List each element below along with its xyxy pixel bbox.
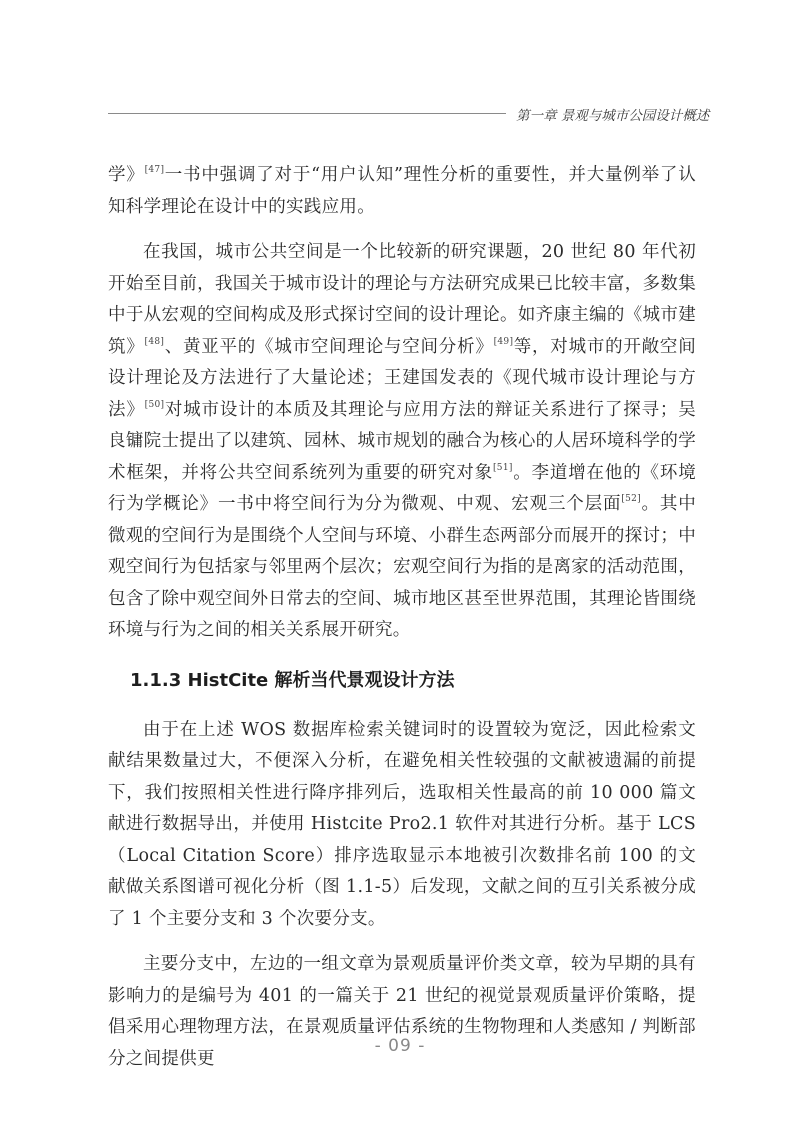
page-body (108, 160, 696, 1075)
header-rule (108, 113, 506, 114)
running-header: 第一章 景观与城市公园设计概述 (516, 108, 710, 124)
text-run: 、黄亚平的《城市空间理论与空间分析》 (164, 336, 494, 357)
paragraph-histcite-method: 由于在上述 WOS 数据库检索关键词时的设置较为宽泛，因此检索文献结果数量过大，不便深入分析，在避免相关性较强的文献被遗漏的前提下，我们按照相关性进行降序排列后，选取相关性最高的前 10 000 篇文献进行数据导出，并使用 Histcite Pro2.1 软件对其进行分析。基于 LCS（Local Citation Score）排序选取显示本地被引次数排名前 100 的文献做关系图谱可视化分析（图 1.1-5）后发现，文献之间的互引关系被分成了 1 个主要分支和 3 个次要分支。 (108, 719, 696, 929)
text-run: 对城市设计的本质及其理论与应用方法的辩证关系进行了探寻；吴良镛院士提出了以建筑、园林、城市规划的融合为核心的人居环境科学的学术框架，并将公共空间系统列为重要的研究对象 (108, 399, 696, 483)
text-run: 。其中微观的空间行为是围绕个人空间与环境、小群生态两部分而展开的探讨；中观空间行为包括家与邻里两个层次；宏观空间行为指的是离家的活动范围，包含了除中观空间外日常去的空间、城市地区甚至世界范围，其理论皆围绕环境与行为之间的相关关系展开研究。 (108, 494, 696, 640)
citation-ref: [47] (144, 165, 165, 175)
text-run: 。李道增在他的《环境行为学概论》一书中将空间行为分为微观、中观、宏观三个层面 (108, 462, 696, 514)
paragraph-main-branch: 主要分支中，左边的一组文章为景观质量评价类文章，较为早期的具有影响力的是编号为 401 的一篇关于 21 世纪的视觉景观质量评价策略，提倡采用心理物理方法，在景观质量评估系统的生物物理和人类感知 / 判断部分之间提供更 (108, 954, 696, 1069)
page-number: - 09 - (374, 1036, 426, 1056)
paragraph-china-public-space (108, 237, 696, 647)
paragraph-continuation (108, 160, 696, 223)
text-run: 在我国，城市公共空间是一个比较新的研究课题，20 世纪 80 年代初开始至目前，我国关于城市设计的理论与方法研究成果已比较丰富，多数集中于从宏观的空间构成及形式探讨空间的设计理论。如齐康主编的《城市建筑》 (108, 242, 696, 357)
citation-ref: [50] (144, 399, 165, 410)
text-run: 学》 (108, 165, 145, 185)
text-run: 一书中强调了对于“用户认知”理性分析的重要性，并大量例举了认知科学理论在设计中的实践应用。 (108, 165, 696, 217)
text-run: 等，对城市的开敞空间设计理论及方法进行了大量论述；王建国发表的《现代城市设计理论与方法》 (108, 336, 696, 420)
citation-ref: [51] (492, 462, 513, 473)
section-heading: 1.1.3 HistCite 解析当代景观设计方法 (130, 669, 455, 691)
citation-ref: [48] (144, 336, 165, 347)
citation-ref: [49] (493, 336, 514, 347)
citation-ref: [52] (621, 494, 641, 504)
